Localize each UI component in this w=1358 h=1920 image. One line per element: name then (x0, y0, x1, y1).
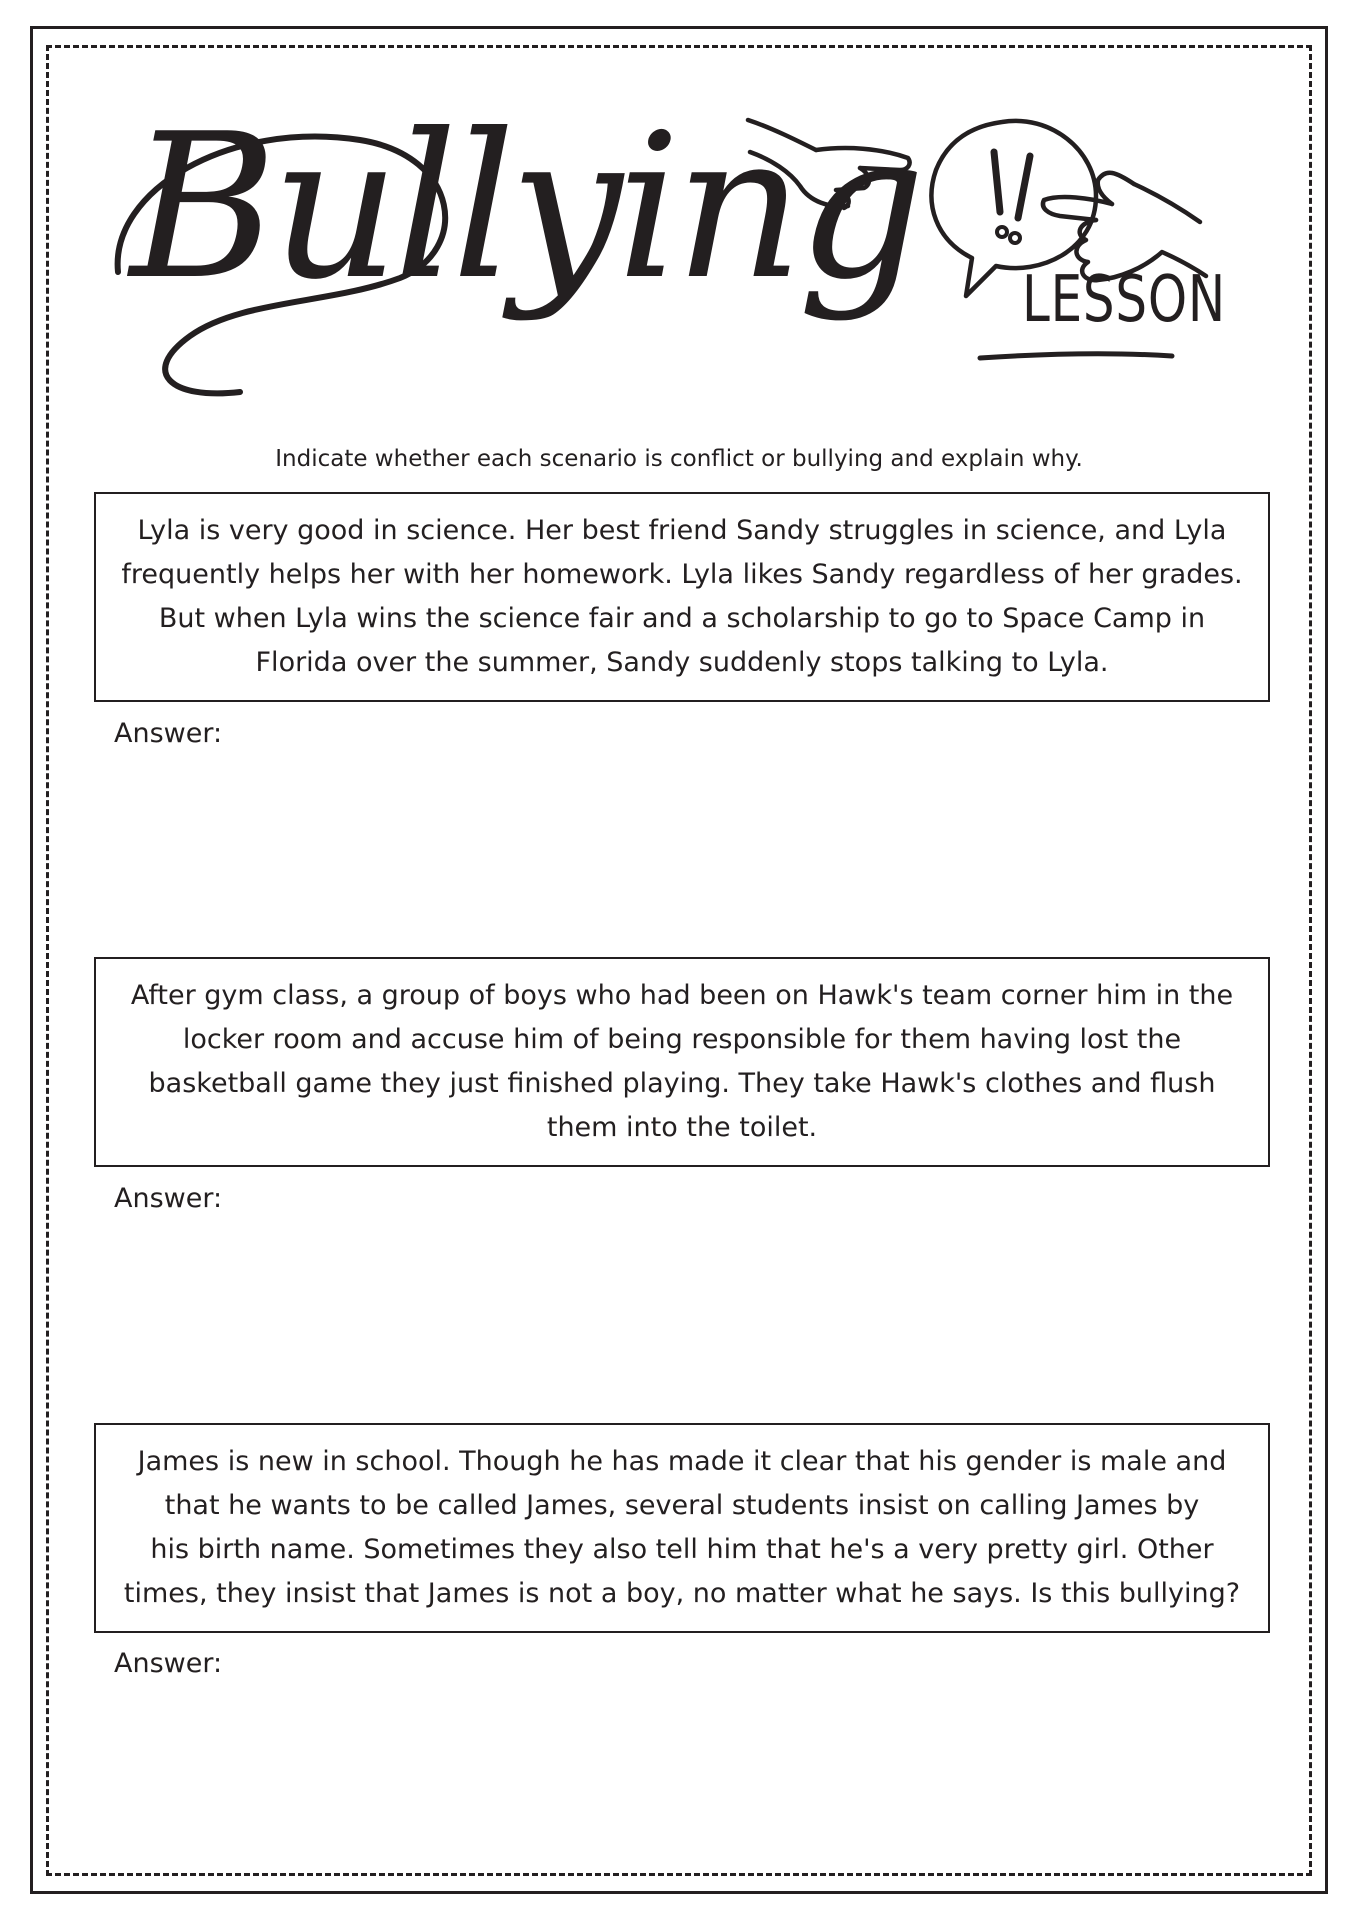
scenario-line: his birth name. Sometimes they also tell him that he's a very pretty girl. Other (150, 1534, 1214, 1565)
scenario-line: basketball game they just finished playing. They take Hawk's clothes and flush (148, 1068, 1216, 1099)
scenario-box-3 (94, 1423, 1270, 1633)
scenario-line: James is new in school. Though he has made it clear that his gender is male and (137, 1446, 1227, 1477)
lesson-underline (980, 354, 1172, 358)
answer-label-2: Answer: (114, 1183, 223, 1214)
scenario-line: After gym class, a group of boys who had been on Hawk's team corner him in the (130, 980, 1234, 1011)
scenario-line: times, they insist that James is not a boy, no matter what he says. Is this bullying? (123, 1578, 1241, 1609)
scenario-line: that he wants to be called James, several students insist on calling James by (164, 1490, 1200, 1521)
scenario-line: them into the toilet. (546, 1112, 818, 1143)
scenario-line: locker room and accuse him of being responsible for them having lost the (182, 1024, 1182, 1055)
scenario-box-2 (94, 957, 1270, 1167)
scenario-text-1 (121, 509, 1242, 685)
answer-label-3: Answer: (114, 1648, 223, 1679)
scenario-text-2 (131, 974, 1233, 1150)
title-lesson: LESSON (1022, 263, 1227, 337)
scenario-text-3 (124, 1440, 1240, 1616)
answer-label-1: Answer: (114, 718, 223, 749)
title-script: Bullying (130, 91, 920, 324)
instructions-text: Indicate whether each scenario is conflict or bullying and explain why. (275, 446, 1083, 472)
scenario-line: Lyla is very good in science. Her best friend Sandy struggles in science, and Lyla (137, 515, 1227, 546)
scenario-line: Florida over the summer, Sandy suddenly stops talking to Lyla. (255, 647, 1109, 678)
scenario-box-1 (94, 492, 1270, 702)
scenario-line: frequently helps her with her homework. Lyla likes Sandy regardless of her grades. (121, 559, 1243, 590)
scenario-line: But when Lyla wins the science fair and a scholarship to go to Space Camp in (158, 603, 1206, 634)
